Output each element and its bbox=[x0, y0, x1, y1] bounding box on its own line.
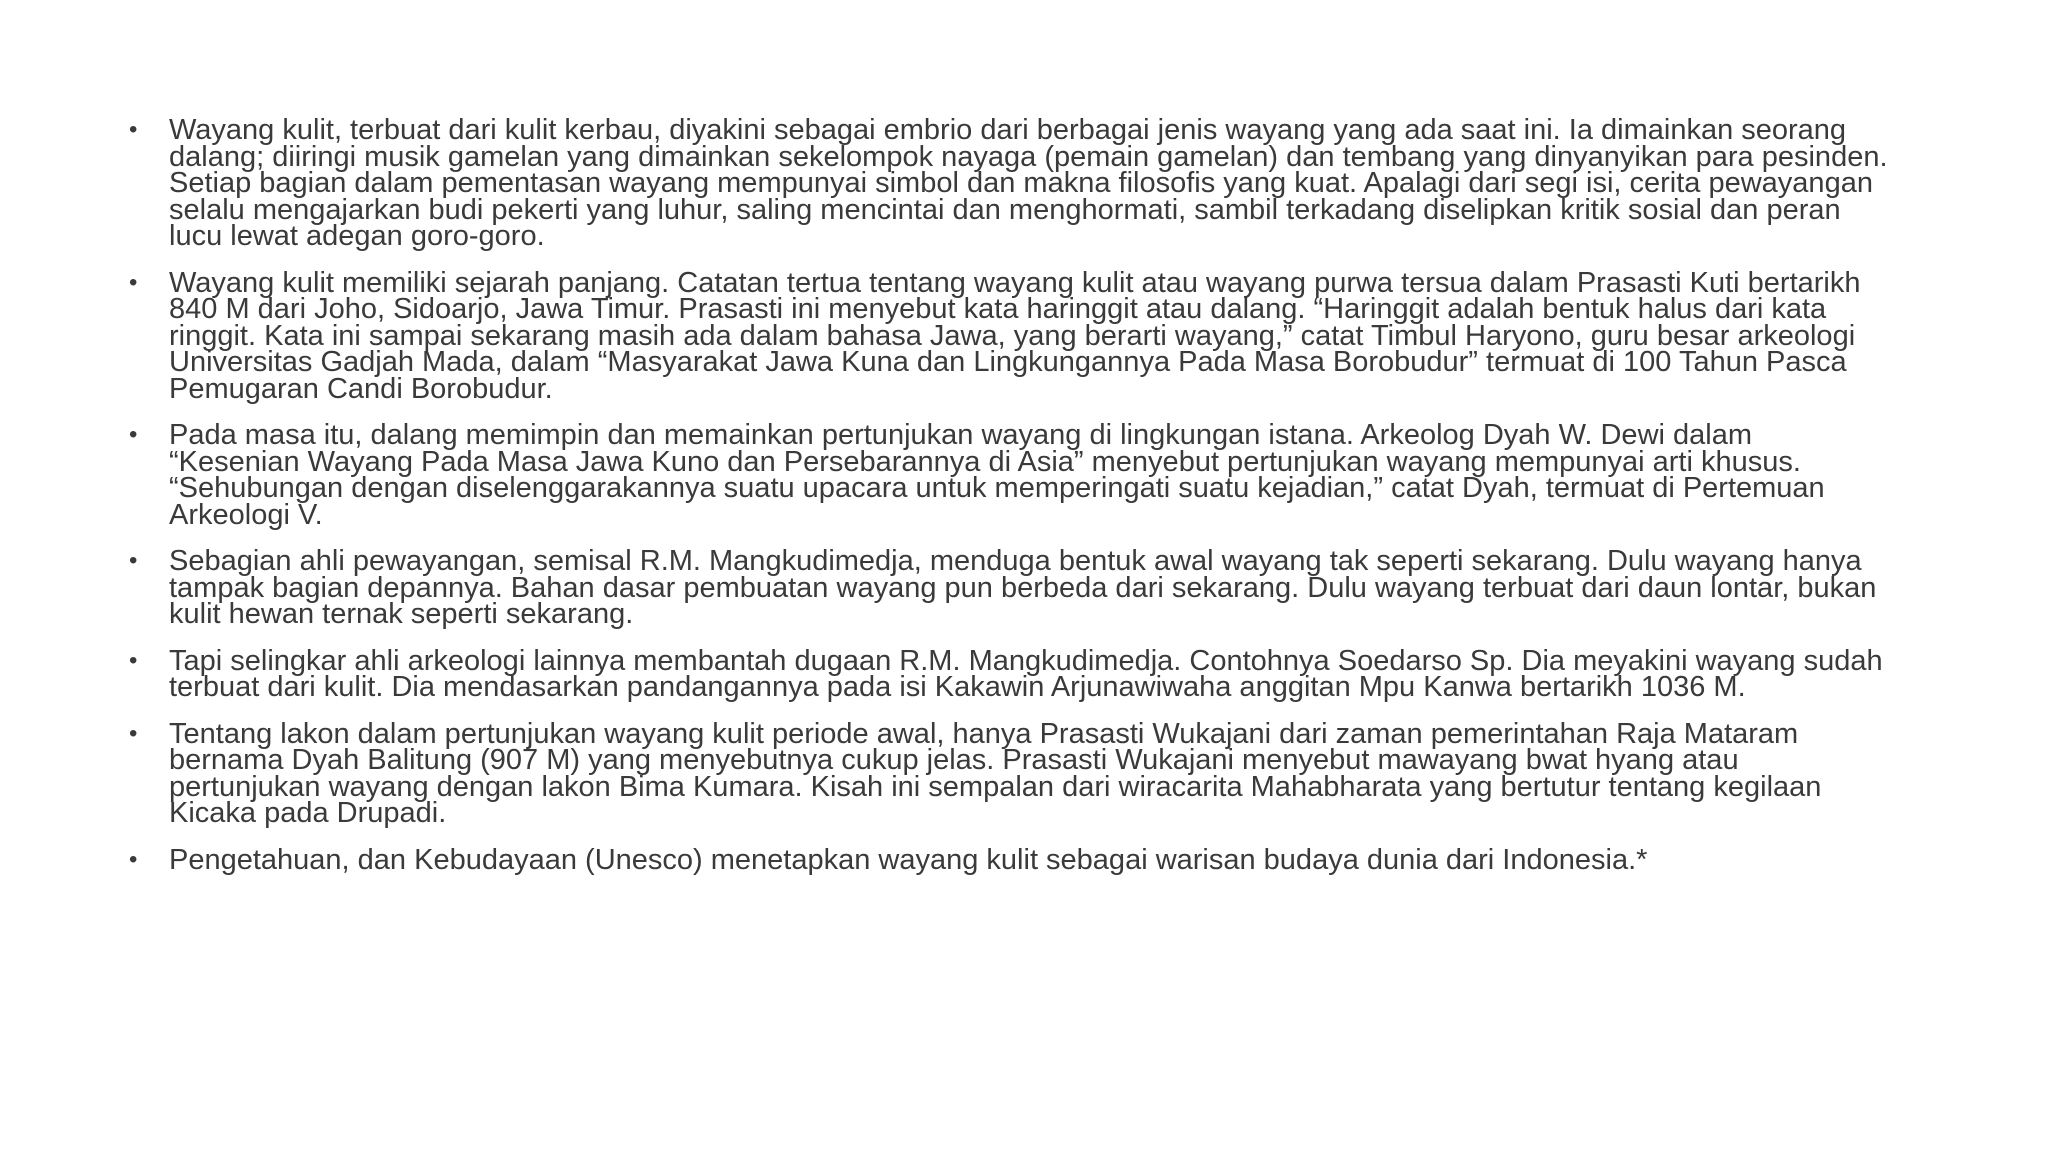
bullet-marker: • bbox=[129, 421, 138, 448]
bullet-item bbox=[127, 644, 1888, 703]
bullet-item bbox=[127, 266, 1888, 405]
bullet-item bbox=[127, 114, 1888, 252]
paragraph-text: Wayang kulit memiliki sejarah panjang. Catatan tertua tentang wayang kulit atau wayang purwa tersua dalam Prasasti Kuti bertarikh 840 M dari Joho, Sidoarjo, Jawa Timur. Prasasti ini menyebut kata haringgit atau dalang. “Haringgit adalah bentuk halus dari kata ringgit. Kata ini sampai sekarang masih ada dalam bahasa Jawa, yang berarti wayang,” catat Timbul Haryono, guru besar arkeologi Universitas Gadjah Mada, dalam “Masyarakat Jawa Kuna dan Lingkungannya Pada Masa Borobudur” termuat di 100 Tahun Pasca Pemugaran Candi Borobudur. bbox=[169, 266, 1861, 405]
bullet-item bbox=[127, 843, 1888, 876]
bullet-marker: • bbox=[129, 116, 138, 143]
paragraph-text: Tentang lakon dalam pertunjukan wayang kulit periode awal, hanya Prasasti Wukajani dari zaman pemerintahan Raja Mataram bernama Dyah Balitung (907 M) yang menyebutnya cukup jelas. Prasasti Wukajani menyebut mawayang bwat hyang atau pertunjukan wayang dengan lakon Bima Kumara. Kisah ini sempalan dari wiracarita Mahabharata yang bertutur tentang kegilaan Kicaka pada Drupadi. bbox=[169, 717, 1822, 829]
paragraph-text: Wayang kulit, terbuat dari kulit kerbau, diyakini sebagai embrio dari berbagai jenis wayang yang ada saat ini. Ia dimainkan seorang dalang; diiringi musik gamelan yang dimainkan sekelompok nayaga (pemain gamelan) dan tembang yang dinyanyikan para pesinden. Setiap bagian dalam pementasan wayang mempunyai simbol dan makna filosofis yang kuat. Apalagi dari segi isi, cerita pewayangan selalu mengajarkan budi pekerti yang luhur, saling mencintai dan menghormati, sambil terkadang diselipkan kritik sosial dan peran lucu lewat adegan goro-goro. bbox=[169, 114, 1888, 252]
bullet-list bbox=[127, 114, 1888, 876]
paragraph-text: Tapi selingkar ahli arkeologi lainnya membantah dugaan R.M. Mangkudimedja. Contohnya Soedarso Sp. Dia meyakini wayang sudah terbuat dari kulit. Dia mendasarkan pandangannya pada isi Kakawin Arjunawiwaha anggitan Mpu Kanwa bertarikh 1036 M. bbox=[169, 644, 1883, 703]
bullet-marker: • bbox=[129, 268, 138, 296]
paragraph-text: Pengetahuan, dan Kebudayaan (Unesco) menetapkan wayang kulit sebagai warisan budaya dunia dari Indonesia.* bbox=[169, 843, 1648, 876]
bullet-item bbox=[127, 419, 1888, 531]
bullet-marker: • bbox=[129, 719, 138, 747]
paragraph-text: Sebagian ahli pewayangan, semisal R.M. Mangkudimedja, menduga bentuk awal wayang tak seperti sekarang. Dulu wayang hanya tampak bagian depannya. Bahan dasar pembuatan wayang pun berbeda dari sekarang. Dulu wayang terbuat dari daun lontar, bukan kulit hewan ternak seperti sekarang. bbox=[169, 545, 1877, 630]
bullet-marker: • bbox=[129, 845, 138, 873]
bullet-marker: • bbox=[129, 547, 138, 574]
paragraph-text: Pada masa itu, dalang memimpin dan memainkan pertunjukan wayang di lingkungan istana. Arkeolog Dyah W. Dewi dalam “Kesenian Wayang Pada Masa Jawa Kuno dan Persebarannya di Asia” menyebut pertunjukan wayang mempunyai arti khusus. “Sehubungan dengan diselenggarakannya suatu upacara untuk memperingati suatu kejadian,” catat Dyah, termuat di Pertemuan Arkeologi V. bbox=[169, 419, 1825, 531]
bullet-marker: • bbox=[129, 646, 138, 674]
bullet-item bbox=[127, 545, 1888, 630]
bullet-item bbox=[127, 717, 1888, 829]
